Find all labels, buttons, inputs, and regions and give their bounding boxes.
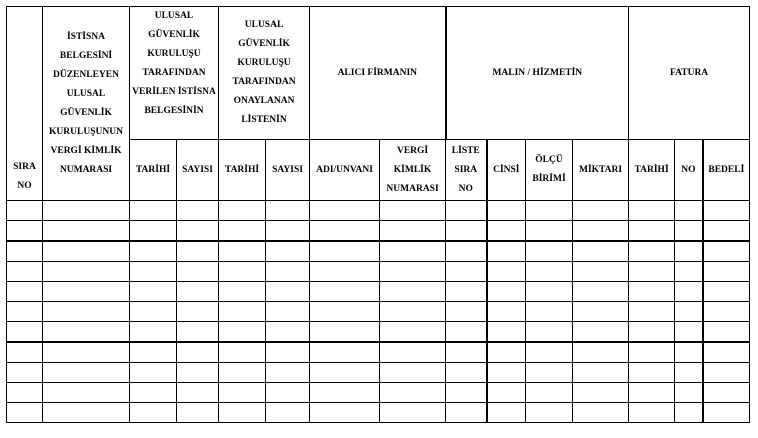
fatura-no-cell[interactable] [675, 282, 703, 302]
fatura-tarihi-cell[interactable] [629, 241, 675, 262]
miktari-cell[interactable] [573, 363, 629, 383]
alici-vergi-no-cell[interactable] [380, 403, 446, 423]
olcu-birimi-cell[interactable] [526, 221, 573, 242]
sira-no-cell[interactable] [7, 403, 43, 423]
istisna-tarihi-cell[interactable] [130, 383, 177, 403]
liste-tarihi-cell[interactable] [219, 302, 266, 322]
sira-no-cell[interactable] [7, 342, 43, 363]
ulusal-liste-header: ULUSAL GÜVENLİK KURULUŞU TARAFINDAN ONAYLANAN LİSTENİN [219, 7, 310, 140]
miktari-cell[interactable] [573, 302, 629, 322]
fatura-tarihi-cell[interactable] [629, 221, 675, 242]
liste-tarihi-cell[interactable] [219, 363, 266, 383]
vergi-kimlik-no-cell[interactable] [43, 322, 130, 343]
liste-tarihi-header: TARİHİ [219, 140, 266, 201]
miktari-cell[interactable] [573, 322, 629, 343]
istisna-tarihi-cell[interactable] [130, 201, 177, 221]
liste-sira-no-cell[interactable] [446, 201, 487, 221]
miktari-cell[interactable] [573, 262, 629, 282]
liste-sayisi-cell[interactable] [266, 221, 310, 242]
miktari-cell[interactable] [573, 342, 629, 363]
vergi-kimlik-header: VERGİ KİMLİK NUMARASI [380, 140, 446, 201]
cinsi-cell[interactable] [487, 363, 526, 383]
adi-unvani-cell[interactable] [310, 363, 380, 383]
adi-unvani-cell[interactable] [310, 241, 380, 262]
bedeli-cell[interactable] [703, 262, 750, 282]
table-row [7, 322, 750, 343]
istisna-sayisi-cell[interactable] [177, 221, 219, 242]
olcu-birimi-cell[interactable] [526, 302, 573, 322]
liste-sira-no-cell[interactable] [446, 403, 487, 423]
vergi-kimlik-no-cell[interactable] [43, 262, 130, 282]
liste-tarihi-cell[interactable] [219, 221, 266, 242]
olcu-birimi-cell[interactable] [526, 322, 573, 343]
liste-sira-no-cell[interactable] [446, 282, 487, 302]
sira-no-cell[interactable] [7, 201, 43, 221]
istisna-sayisi-cell[interactable] [177, 282, 219, 302]
vergi-kimlik-no-cell[interactable] [43, 342, 130, 363]
istisna-tarihi-cell[interactable] [130, 403, 177, 423]
table-row [7, 383, 750, 403]
table-row [7, 363, 750, 383]
istisna-tarihi-cell[interactable] [130, 262, 177, 282]
liste-sira-no-cell[interactable] [446, 383, 487, 403]
istisna-tarihi-cell[interactable] [130, 363, 177, 383]
olcu-birimi-header: ÖLÇÜ BİRİMİ [526, 140, 573, 201]
liste-sira-no-cell[interactable] [446, 363, 487, 383]
liste-tarihi-cell[interactable] [219, 403, 266, 423]
liste-sayisi-cell[interactable] [266, 342, 310, 363]
ulusal-istisna-header: ULUSAL GÜVENLİK KURULUŞU TARAFINDAN VERİLEN İSTİSNA BELGESİNİN [130, 7, 219, 140]
olcu-birimi-cell[interactable] [526, 383, 573, 403]
bedeli-cell[interactable] [703, 221, 750, 242]
liste-sayisi-header: SAYISI [266, 140, 310, 201]
fatura-tarihi-cell[interactable] [629, 342, 675, 363]
liste-sira-no-cell[interactable] [446, 302, 487, 322]
cinsi-header: CİNSİ [487, 140, 526, 201]
table-row [7, 241, 750, 262]
sira-no-cell[interactable] [7, 262, 43, 282]
miktari-cell[interactable] [573, 221, 629, 242]
bedeli-header: BEDELİ [703, 140, 750, 201]
adi-unvani-cell[interactable] [310, 302, 380, 322]
olcu-birimi-cell[interactable] [526, 403, 573, 423]
alici-vergi-no-cell[interactable] [380, 201, 446, 221]
vergi-kimlik-no-cell[interactable] [43, 363, 130, 383]
alici-vergi-no-cell[interactable] [380, 241, 446, 262]
olcu-birimi-cell[interactable] [526, 201, 573, 221]
cinsi-cell[interactable] [487, 262, 526, 282]
liste-sayisi-cell[interactable] [266, 383, 310, 403]
olcu-birimi-cell[interactable] [526, 282, 573, 302]
cinsi-cell[interactable] [487, 383, 526, 403]
liste-tarihi-cell[interactable] [219, 342, 266, 363]
istisna-sayisi-cell[interactable] [177, 342, 219, 363]
liste-tarihi-cell[interactable] [219, 383, 266, 403]
istisna-sayisi-cell[interactable] [177, 322, 219, 343]
header-row-1 [7, 7, 750, 140]
liste-tarihi-cell[interactable] [219, 262, 266, 282]
miktari-cell[interactable] [573, 383, 629, 403]
olcu-birimi-cell[interactable] [526, 241, 573, 262]
liste-sira-no-cell[interactable] [446, 322, 487, 343]
vergi-kimlik-no-cell[interactable] [43, 383, 130, 403]
fatura-no-cell[interactable] [675, 342, 703, 363]
alici-vergi-no-cell[interactable] [380, 302, 446, 322]
bedeli-cell[interactable] [703, 302, 750, 322]
sira-no-cell[interactable] [7, 383, 43, 403]
cinsi-cell[interactable] [487, 282, 526, 302]
liste-sayisi-cell[interactable] [266, 403, 310, 423]
adi-unvani-cell[interactable] [310, 262, 380, 282]
liste-sayisi-cell[interactable] [266, 363, 310, 383]
adi-unvani-cell[interactable] [310, 322, 380, 343]
cinsi-cell[interactable] [487, 342, 526, 363]
bedeli-cell[interactable] [703, 282, 750, 302]
liste-sira-no-cell[interactable] [446, 241, 487, 262]
alici-vergi-no-cell[interactable] [380, 221, 446, 242]
fatura-no-cell[interactable] [675, 221, 703, 242]
fatura-no-header: NO [675, 140, 703, 201]
liste-tarihi-cell[interactable] [219, 201, 266, 221]
bedeli-cell[interactable] [703, 342, 750, 363]
liste-sira-no-cell[interactable] [446, 342, 487, 363]
vergi-kimlik-no-cell[interactable] [43, 403, 130, 423]
cinsi-cell[interactable] [487, 201, 526, 221]
bedeli-cell[interactable] [703, 322, 750, 343]
bedeli-cell[interactable] [703, 363, 750, 383]
fatura-tarihi-cell[interactable] [629, 403, 675, 423]
fatura-tarihi-cell[interactable] [629, 282, 675, 302]
fatura-tarihi-cell[interactable] [629, 302, 675, 322]
liste-sayisi-cell[interactable] [266, 262, 310, 282]
alici-vergi-no-cell[interactable] [380, 282, 446, 302]
vergi-kimlik-no-cell[interactable] [43, 201, 130, 221]
fatura-tarihi-cell[interactable] [629, 383, 675, 403]
istisna-tarihi-cell[interactable] [130, 342, 177, 363]
olcu-birimi-cell[interactable] [526, 262, 573, 282]
malin-hizmetin-header: MALIN / HİZMETİN [446, 7, 629, 140]
bedeli-cell[interactable] [703, 201, 750, 221]
alici-vergi-no-cell[interactable] [380, 322, 446, 343]
sira-no-cell[interactable] [7, 282, 43, 302]
sira-no-cell[interactable] [7, 322, 43, 343]
istisna-tarihi-cell[interactable] [130, 282, 177, 302]
liste-tarihi-cell[interactable] [219, 282, 266, 302]
liste-tarihi-cell[interactable] [219, 322, 266, 343]
miktari-cell[interactable] [573, 403, 629, 423]
fatura-tarihi-cell[interactable] [629, 363, 675, 383]
liste-sira-no-header: LİSTE SIRA NO [446, 140, 487, 201]
fatura-no-cell[interactable] [675, 201, 703, 221]
sira-no-header: SIRA NO [7, 7, 43, 201]
alici-vergi-no-cell[interactable] [380, 363, 446, 383]
fatura-no-cell[interactable] [675, 241, 703, 262]
fatura-no-cell[interactable] [675, 322, 703, 343]
vergi-kimlik-no-cell[interactable] [43, 221, 130, 242]
fatura-no-cell[interactable] [675, 363, 703, 383]
istisna-tarihi-cell[interactable] [130, 241, 177, 262]
table-row [7, 282, 750, 302]
fatura-no-cell[interactable] [675, 302, 703, 322]
miktari-cell[interactable] [573, 241, 629, 262]
liste-sayisi-cell[interactable] [266, 282, 310, 302]
fatura-tarihi-cell[interactable] [629, 322, 675, 343]
adi-unvani-cell[interactable] [310, 221, 380, 242]
adi-unvani-cell[interactable] [310, 403, 380, 423]
sira-no-cell[interactable] [7, 241, 43, 262]
bedeli-cell[interactable] [703, 383, 750, 403]
liste-tarihi-cell[interactable] [219, 241, 266, 262]
alici-vergi-no-cell[interactable] [380, 342, 446, 363]
fatura-tarihi-cell[interactable] [629, 201, 675, 221]
istisna-tarihi-header: TARİHİ [130, 140, 177, 201]
istisna-sayisi-cell[interactable] [177, 363, 219, 383]
istisna-tarihi-cell[interactable] [130, 221, 177, 242]
exception-form-table [6, 6, 750, 423]
vergi-kimlik-no-cell[interactable] [43, 241, 130, 262]
cinsi-cell[interactable] [487, 302, 526, 322]
table-row [7, 302, 750, 322]
cinsi-cell[interactable] [487, 322, 526, 343]
istisna-sayisi-cell[interactable] [177, 302, 219, 322]
adi-unvani-cell[interactable] [310, 201, 380, 221]
vergi-kimlik-no-cell[interactable] [43, 302, 130, 322]
adi-unvani-cell[interactable] [310, 282, 380, 302]
cinsi-cell[interactable] [487, 221, 526, 242]
sira-no-cell[interactable] [7, 302, 43, 322]
fatura-no-cell[interactable] [675, 403, 703, 423]
istisna-sayisi-cell[interactable] [177, 403, 219, 423]
table-row [7, 403, 750, 423]
istisna-sayisi-cell[interactable] [177, 201, 219, 221]
sira-no-cell[interactable] [7, 363, 43, 383]
miktari-header: MİKTARI [573, 140, 629, 201]
alici-firma-header: ALICI FİRMANIN [310, 7, 446, 140]
table-row [7, 221, 750, 242]
liste-sayisi-cell[interactable] [266, 201, 310, 221]
istisna-sayisi-cell[interactable] [177, 241, 219, 262]
istisna-tarihi-cell[interactable] [130, 302, 177, 322]
istisna-sayisi-cell[interactable] [177, 383, 219, 403]
vergi-kimlik-no-cell[interactable] [43, 282, 130, 302]
sira-no-cell[interactable] [7, 221, 43, 242]
fatura-tarihi-cell[interactable] [629, 262, 675, 282]
cinsi-cell[interactable] [487, 241, 526, 262]
alici-vergi-no-cell[interactable] [380, 262, 446, 282]
liste-sayisi-cell[interactable] [266, 302, 310, 322]
istisna-tarihi-cell[interactable] [130, 322, 177, 343]
liste-sira-no-cell[interactable] [446, 262, 487, 282]
liste-sayisi-cell[interactable] [266, 241, 310, 262]
istisna-sayisi-cell[interactable] [177, 262, 219, 282]
adi-unvani-cell[interactable] [310, 342, 380, 363]
istisna-sayisi-header: SAYISI [177, 140, 219, 201]
olcu-birimi-cell[interactable] [526, 342, 573, 363]
fatura-no-cell[interactable] [675, 262, 703, 282]
istisna-belgesi-header: İSTİSNA BELGESİNİ DÜZENLEYEN ULUSAL GÜVENLİK KURULUŞUNUN VERGİ KİMLİK NUMARASI [43, 7, 130, 201]
cinsi-cell[interactable] [487, 403, 526, 423]
adi-unvani-header: ADI/UNVANI [310, 140, 380, 201]
bedeli-cell[interactable] [703, 241, 750, 262]
bedeli-cell[interactable] [703, 403, 750, 423]
miktari-cell[interactable] [573, 282, 629, 302]
fatura-no-cell[interactable] [675, 383, 703, 403]
table-row [7, 201, 750, 221]
table-row [7, 342, 750, 363]
alici-vergi-no-cell[interactable] [380, 383, 446, 403]
miktari-cell[interactable] [573, 201, 629, 221]
liste-sira-no-cell[interactable] [446, 221, 487, 242]
adi-unvani-cell[interactable] [310, 383, 380, 403]
liste-sayisi-cell[interactable] [266, 322, 310, 343]
fatura-tarihi-header: TARİHİ [629, 140, 675, 201]
olcu-birimi-cell[interactable] [526, 363, 573, 383]
table-row [7, 262, 750, 282]
fatura-header: FATURA [629, 7, 750, 140]
